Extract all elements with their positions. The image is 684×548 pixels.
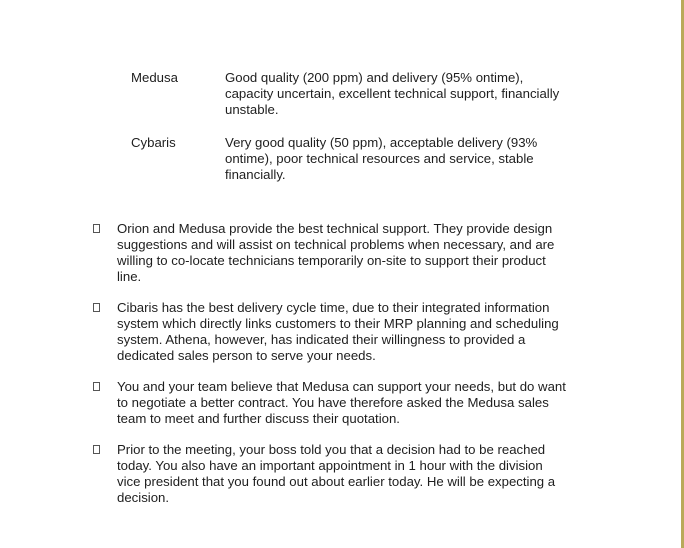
text-line: dedicated sales person to serve your needs.: [117, 348, 376, 363]
text-line: to negotiate a better contract. You have therefore asked the Medusa sales: [117, 395, 549, 410]
bullet-text: [117, 379, 609, 427]
text-line: financially.: [225, 167, 286, 182]
bullet-text: [117, 300, 609, 364]
text-line: Good quality (200 ppm) and delivery (95% ontime),: [225, 70, 524, 85]
square-bullet-icon: [93, 303, 100, 312]
text-line: today. You also have an important appointment in 1 hour with the division: [117, 458, 543, 473]
text-line: Orion and Medusa provide the best technical support. They provide design: [117, 221, 553, 236]
text-line: system which directly links customers to their MRP planning and scheduling: [117, 316, 559, 331]
text-line: system. Athena, however, has indicated their willingness to provided a: [117, 332, 526, 347]
supplier-name: Medusa: [131, 70, 178, 85]
text-line: unstable.: [225, 102, 279, 117]
text-line: decision.: [117, 490, 170, 505]
text-line: Very good quality (50 ppm), acceptable delivery (93%: [225, 135, 538, 150]
text-line: vice president that you found out about earlier today. He will be expecting a: [117, 474, 556, 489]
text-line: ontime), poor technical resources and service, stable: [225, 151, 534, 166]
text-line: Prior to the meeting, your boss told you that a decision had to be reached: [117, 442, 546, 457]
text-line: suggestions and will assist on technical problems when necessary, and are: [117, 237, 555, 252]
text-line: You and your team believe that Medusa can support your needs, but do want: [117, 379, 566, 394]
square-bullet-icon: [93, 445, 100, 454]
text-line: capacity uncertain, excellent technical support, financially: [225, 86, 560, 101]
text-line: team to meet and further discuss their quotation.: [117, 411, 400, 426]
square-bullet-icon: [93, 224, 100, 233]
text-line: line.: [117, 269, 142, 284]
text-line: willing to co-locate technicians temporarily on-site to support their product: [117, 253, 546, 268]
bullet-text: [117, 221, 609, 285]
bullet-text: [117, 442, 609, 506]
text-line: Cibaris has the best delivery cycle time, due to their integrated information: [117, 300, 550, 315]
square-bullet-icon: [93, 382, 100, 391]
supplier-description: [225, 70, 605, 118]
supplier-description: [225, 135, 605, 183]
supplier-name: Cybaris: [131, 135, 176, 150]
